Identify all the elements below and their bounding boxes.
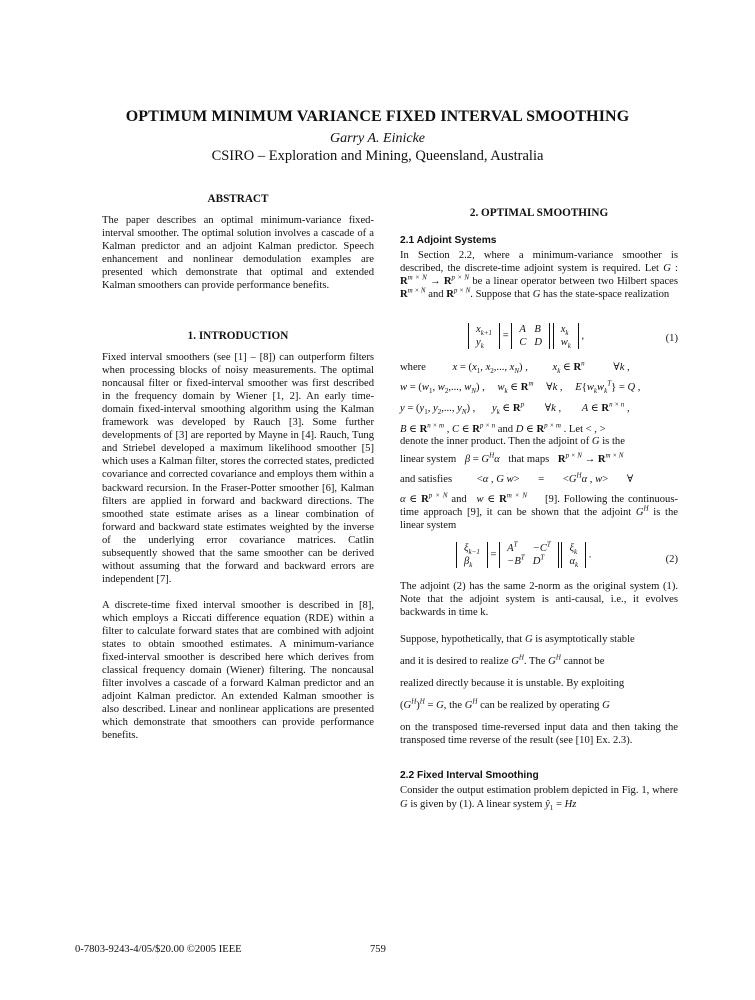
footer-isbn: 0-7803-9243-4/05/$20.00 ©2005 IEEE [75, 944, 242, 955]
definition-y: $y = (y_1$, $y_2$,..., $y_N$) , $y_k$ ∈ $R^p$ ∀k , A ∈ $R^{n \times n}$ , [400, 400, 630, 417]
paper-title: OPTIMUM MINIMUM VARIANCE FIXED INTERVAL SMOOTHING [125, 108, 630, 125]
optimal-section [400, 207, 678, 301]
author-name: Garry A. Einicke [330, 131, 425, 146]
subsection-adjoint-heading: 2.1 Adjoint Systems [400, 235, 497, 247]
adjoint-norm-paragraph: The adjoint (2) has the same 2-norm as the original system (1). Note that the adjoint system is anti-causal, i.e., it evolves backwards in time k. [400, 581, 678, 619]
subsection-fixed-interval-heading: 2.2 Fixed Interval Smoothing [400, 770, 539, 782]
footer-page-number: 759 [370, 944, 386, 955]
definition-x: where $x = (x_1$, $x_2$,..., $x_N$) , $x_k$ ∈ $R^n$ ∀k , [400, 359, 630, 376]
intro-paragraph-1: Fixed interval smoothers (see [1] – [8]) can outperform filters when processing blocks of noisy measurements. The optimal noncausal filter or fixed-interval smoother was first described in the frequency domain by Wiener [1, 2]. An early time-domain fixed-interval smoothing algorithm using the Kalman framework was developed by Rauch [3]. Some further developments of [3] are reported by Mayne in [4]. Rauch, Tung and Striebel developed a maximum likelihood smoother [5] which uses a Kalman filter, stores the corrected states, predicted covariance and corrected covariance and employs them within a backward recursion. In the Fraser-Potter smoother [6], Kalman filters are applied in forward and backward directions. The smoothed state estimate arises as a linear combination of forward and backward state estimates weighted by the inverse of the underlying error covariance matrices. Catlin subsequently showed that the same smoother can be derived without assuming that the forward and backward errors are independent [7]. [102, 352, 374, 585]
adjoint-discussion: The adjoint (2) has the same 2-norm as the original system (1). Note that the adjoint system is anti-causal, i.e., it evolves backwards in time k. Suppose, hypothetically, that G is asymptotically stable and it is desired to realize $G^H$. The $G^H$ cannot be realized directly because it is unstable. By exploiting $(G^H)^H = G$, the $G^H$ can be realized by operating G on the transposed time-reversed input data and then taking the transposed time reverse of the result (see [10] Ex. 2.3). 2.2 Fixed Interval Smoothing Consider the output estimation problem depicted in Fig. 1, where G is given by (1). A linear system $ŷ_1 = Hz$ [400, 581, 678, 812]
equation-2-number: (2) [665, 554, 678, 565]
abstract-heading: ABSTRACT [207, 193, 269, 205]
definition-matrices: B ∈ $R^{n \times m}$ , C ∈ $R^{p \times n}$ and D ∈ $R^{p \times m}$ . Let < , > [400, 421, 606, 435]
equation-1-number: (1) [665, 333, 678, 344]
fixed-interval-paragraph: Consider the output estimation problem depicted in Fig. 1, where G is given by (1). A linear system $ŷ_1 = Hz$ [400, 785, 678, 812]
equation-2: $\xi_{k-1}$ $\beta_k$ = $A^T$ $-C^T$ $-B^T$ $D^T$ $\xi_k$ $\alpha_k$ . (2) [400, 542, 678, 576]
abstract-text: The paper describes an optimal minimum-variance fixed-interval smoother. The optimal solution involves a cascade of a Kalman predictor and an adjoint Kalman predictor. Speech enhancement and nonlinear demodulation examples are presented which demonstrate that optimal and extended Kalman smoothers can provide performance benefits. [102, 215, 374, 292]
equation-1: $x_{k+1}$ $y_k$ = A B C D $x_k$ $w_k$ , (1) [400, 323, 678, 355]
optimal-heading: 2. OPTIMAL SMOOTHING [469, 207, 609, 219]
abstract-section [102, 193, 374, 292]
definition-w: $w = (w_1$, $w_2$,..., $w_N$) , $w_k$ ∈ $R^m$ ∀k , $E\{w_kw_k^T\} = Q$ , [400, 379, 641, 396]
adjoint-definition-paragraph: denote the inner product. Then the adjoint of G is the linear system $\beta = G^H\alpha$ that maps $R^{p \times N} \to R^{m \times N}$ and satisfies <α , G $w> = <G^H\alpha$ , w> ∀ α ∈ $R^{p \times N}$ and w ∈ $R^{m \times N}$ [9]. Following the continuous-time approach [9], it can be shown that the adjoint $G^H$ is the linear system [400, 436, 679, 532]
intro-heading: 1. INTRODUCTION [187, 330, 289, 342]
intro-section [102, 330, 374, 742]
realization-paragraph: Suppose, hypothetically, that G is asymptotically stable [400, 634, 635, 646]
intro-paragraph-2: A discrete-time fixed interval smoother is described in [8], which employs a Riccati difference equation (RDE) within a filter to calculate forward states that are combined with adjoint states to obtain smoothed estimates. A minimum-variance fixed-interval smoother is described here which derives from classical frequency domain (Wiener) filtering. The noncausal filter involves a cascade of a forward Kalman predictor and an adjoint Kalman predictor. An extended Kalman smoother is also described. Linear and nonlinear applications are presented which demonstrate that smoothers can provide performance benefits. [102, 599, 374, 742]
adjoint-paragraph: In Section 2.2, where a minimum-variance smoother is described, the discrete-time adjoint system is required. Let G : $R^{m \times N} \to R^{p \times N}$ be a linear operator between two Hilbert spaces $R^{m \times N}$ and $R^{p \times N}$. Suppose that G has the state-space realization [400, 250, 679, 301]
affiliation: CSIRO – Exploration and Mining, Queensland, Australia [211, 148, 544, 164]
